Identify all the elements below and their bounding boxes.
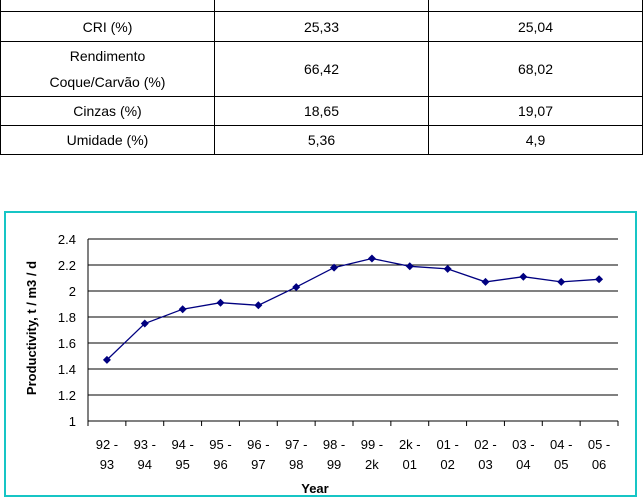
x-tick-label: 99	[326, 457, 342, 472]
table-cell: 4,9	[429, 126, 643, 155]
data-point	[292, 283, 300, 291]
x-tick-label: 03	[478, 457, 493, 472]
data-point	[482, 278, 490, 286]
x-tick-label: 2k -	[398, 437, 421, 452]
table-cell: 25,04	[429, 12, 643, 42]
data-point	[254, 301, 262, 309]
x-tick-label: 97 -	[285, 437, 308, 452]
row-label-rendimento	[1, 42, 215, 97]
y-tick-label: 2	[68, 284, 76, 299]
properties-table	[0, 0, 643, 155]
x-tick-label: 02 -	[474, 437, 497, 452]
y-axis-title: Productivity, t / m3 / d	[24, 260, 39, 396]
table-row	[1, 42, 643, 97]
y-tick-label: 1	[68, 414, 76, 429]
data-point	[519, 273, 527, 281]
x-tick-label: 03 -	[512, 437, 535, 452]
table-cell: 68,02	[429, 42, 643, 97]
y-tick-label: 1.2	[57, 388, 76, 403]
x-tick-label: 06	[591, 457, 607, 472]
x-tick-label: 93	[99, 457, 115, 472]
row-label-cinzas: Cinzas (%)	[1, 97, 215, 126]
x-tick-label: 04	[516, 457, 531, 472]
x-tick-label: 98 -	[322, 437, 346, 452]
productivity-chart	[6, 213, 635, 495]
data-point	[406, 262, 414, 270]
x-tick-label: 05 -	[587, 437, 611, 452]
x-tick-label: 01 -	[436, 437, 459, 452]
table-row	[1, 12, 643, 42]
table-row	[1, 126, 643, 155]
x-tick-label: 04 -	[550, 437, 573, 452]
table-cell: 25,33	[215, 12, 429, 42]
table-cell	[1, 0, 215, 12]
x-tick-label: 99 -	[360, 437, 384, 452]
x-tick-label: 93 -	[133, 437, 156, 452]
row-label-umidade: Umidade (%)	[1, 126, 215, 155]
data-point	[444, 265, 452, 273]
x-tick-label: 95	[175, 457, 190, 472]
x-tick-label: 94 -	[171, 437, 194, 452]
row-label-line: Rendimento	[69, 48, 146, 64]
x-tick-label: 02	[440, 457, 455, 472]
x-tick-label: 97	[251, 457, 266, 472]
x-tick-label: 2k	[365, 457, 379, 472]
table-row	[1, 0, 643, 12]
y-tick-label: 1.4	[57, 362, 76, 377]
data-point	[595, 275, 603, 283]
y-tick-label: 1.8	[57, 310, 76, 325]
x-tick-label: 96 -	[247, 437, 270, 452]
y-tick-label: 1.6	[57, 336, 76, 351]
table-cell: 19,07	[429, 97, 643, 126]
data-point	[368, 255, 376, 263]
x-tick-label: 01	[402, 457, 418, 472]
x-tick-label: 95 -	[209, 437, 232, 452]
y-tick-label: 2.4	[57, 232, 76, 247]
x-axis-title: Year	[301, 481, 329, 495]
x-tick-label: 96	[213, 457, 228, 472]
data-point	[217, 299, 225, 307]
chart-frame	[4, 211, 637, 497]
x-tick-label: 98	[288, 457, 304, 472]
table-cell: 66,42	[215, 42, 429, 97]
data-point	[179, 305, 187, 313]
x-tick-label: 05	[553, 457, 569, 472]
y-tick-label: 2.2	[57, 258, 76, 273]
x-tick-label: 94	[137, 457, 153, 472]
table-cell: 5,36	[215, 126, 429, 155]
table-cell	[429, 0, 643, 12]
row-label-cri: CRI (%)	[1, 12, 215, 42]
table-row	[1, 97, 643, 126]
table-cell	[215, 0, 429, 12]
table-cell: 18,65	[215, 97, 429, 126]
row-label-line: Coque/Carvão (%)	[49, 74, 166, 90]
x-tick-label: 92 -	[95, 437, 119, 452]
data-point	[557, 278, 565, 286]
